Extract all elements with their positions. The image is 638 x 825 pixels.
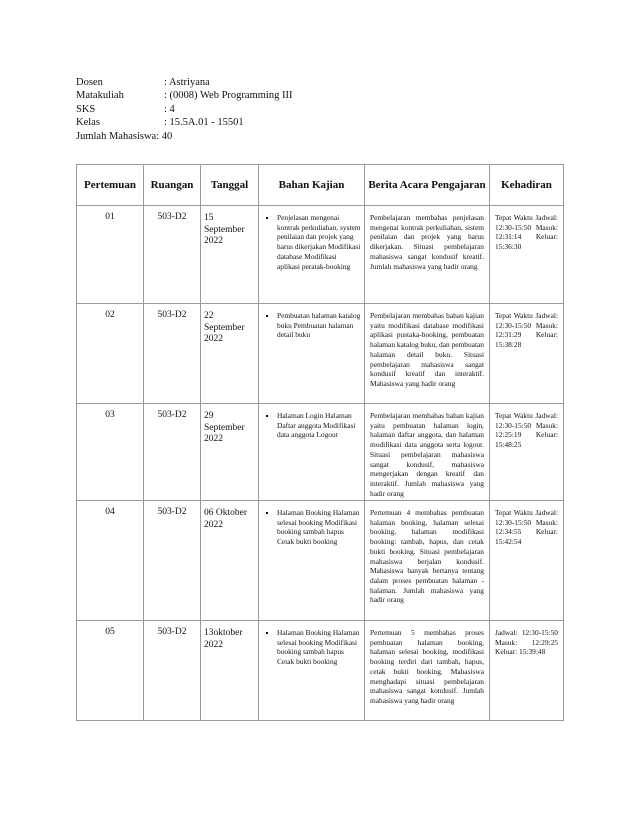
info-value: : 15.5A.01 - 15501 xyxy=(164,117,244,129)
info-label: Matakuliah xyxy=(76,90,124,102)
header-tanggal: Tanggal xyxy=(201,165,259,206)
course-info xyxy=(76,76,292,143)
cell-tanggal: 15 September 2022 xyxy=(201,206,259,304)
cell-bahan-kajian xyxy=(259,621,365,721)
cell-tanggal: 29 September 2022 xyxy=(201,404,259,501)
info-value: : Astriyana xyxy=(164,77,210,88)
info-sks xyxy=(76,103,292,116)
info-label: Dosen xyxy=(76,77,103,88)
bahan-item: ▪ Penjelasan mengenai kontrak perkuliahan, system penilaian dan projek yang harus dikerjakan Modifikasi database Modifikasi aplikasi peratak-booking xyxy=(277,213,361,271)
cell-pertemuan: 03 xyxy=(77,404,144,501)
cell-bahan-kajian xyxy=(259,206,365,304)
cell-ruangan: 503-D2 xyxy=(144,501,201,621)
info-value: : 40 xyxy=(156,130,173,142)
cell-berita-acara: Pertemuan 4 membahas pembuatan halaman booking, halaman selesai booking, halaman modifikasi booking: tambah, hapus, dan cetak bukti booking. Situasi pembelajaran mahasiswa berjalan kondusif. Mahasiswa banyak bertanya tentang dalam proses pembuatan halaman - halaman. Jumlah mahasiswa yang hadir orang xyxy=(365,501,490,621)
cell-pertemuan: 02 xyxy=(77,304,144,404)
cell-ruangan: 503-D2 xyxy=(144,404,201,501)
cell-pertemuan: 05 xyxy=(77,621,144,721)
header-pertemuan: Pertemuan xyxy=(77,165,144,206)
cell-berita-acara: Pembelajaran membahas penjelasan mengenai kontrak perkuliahan, sistem penilaian dan projek yang harus dikerjakan. Situasi pembelajaran mahasiswa sangat kondusif kreatif. Jumlah mahasiswa yang hadir orang xyxy=(365,206,490,304)
info-value: : (0008) Web Programming III xyxy=(164,90,293,102)
cell-bahan-kajian xyxy=(259,404,365,501)
cell-pertemuan: 01 xyxy=(77,206,144,304)
info-label: Jumlah Mahasiswa xyxy=(76,130,157,142)
header-kehadiran: Kehadiran xyxy=(490,165,564,206)
cell-berita-acara: Pertemuan 5 membahas proses pembuatan halaman booking, halaman selesai booking, modifikasi booking terdiri dari tambah, hapus, cetak bukti booking. Mahasiswa menghadapi situasi pembelajaran mahasiswa sangat kondusif. Jumlah mahasiswa yang hadir orang xyxy=(365,621,490,721)
bahan-item: ▪ Halaman Login Halaman Daftar anggota Modifikasi data anggota Logout xyxy=(277,411,361,440)
cell-kehadiran: Tepat Waktu Jadwal: 12:30-15:50 Masuk: 12:25:19 Keluar: 15:48:25 xyxy=(490,404,564,501)
cell-tanggal: 22 September 2022 xyxy=(201,304,259,404)
info-matakuliah xyxy=(76,89,292,102)
info-jumlah-mahasiswa xyxy=(76,130,292,143)
info-value: : 4 xyxy=(164,103,175,115)
header-ruangan: Ruangan xyxy=(144,165,201,206)
cell-berita-acara: Pembelajaran membahas bahan kajian yaitu pembuatan halaman login, halaman daftar anggota, dan halaman modifikasi data anggota serta logout. Situasi pembelajaran mahasiswa sangat kondusif, mahasiswa mengerjakan dengan kreatif dan interaktif. Jumlah mahasiswa yang hadir orang xyxy=(365,404,490,501)
info-kelas xyxy=(76,116,292,129)
table-row xyxy=(77,206,564,304)
cell-kehadiran: Tepat Waktu Jadwal: 12:30-15:50 Masuk: 12:31:29 Keluar: 15:38:28 xyxy=(490,304,564,404)
cell-pertemuan: 04 xyxy=(77,501,144,621)
cell-kehadiran: Tepat Waktu Jadwal: 12:30-15:50 Masuk: 12:34:55 Keluar: 15:42:54 xyxy=(490,501,564,621)
table-header-row xyxy=(77,165,564,206)
header-bahan-kajian: Bahan Kajian xyxy=(259,165,365,206)
cell-bahan-kajian xyxy=(259,304,365,404)
bahan-item: ▪ Halaman Booking Halaman selesai booking Modifikasi booking tambah hapus Cetak bukti booking xyxy=(277,628,361,667)
table-row xyxy=(77,404,564,501)
table-row xyxy=(77,501,564,621)
cell-ruangan: 503-D2 xyxy=(144,206,201,304)
cell-kehadiran: Tepat Waktu Jadwal: 12:30-15:50 Masuk: 12:31:14 Keluar: 15:36:30 xyxy=(490,206,564,304)
berita-acara-table xyxy=(76,164,564,721)
table-row xyxy=(77,304,564,404)
bahan-item: ▪ Halaman Booking Halaman selesai booking Modifikasi booking tambah hapus Cetak bukti booking xyxy=(277,508,361,547)
header-berita-acara: Berita Acara Pengajaran xyxy=(365,165,490,206)
info-label: SKS xyxy=(76,103,96,115)
cell-bahan-kajian xyxy=(259,501,365,621)
info-dosen xyxy=(76,76,292,89)
bahan-item: ▪ Pembuatan halaman katalog buku Pembuatan halaman detail buku xyxy=(277,311,361,340)
info-label: Kelas xyxy=(76,117,100,129)
cell-berita-acara: Pembelajaran membahas bahan kajian yaitu modifikasi database modifikasi aplikasi pustaka-booking, pembuatan halaman katalog buku, dan pembuatan halaman detail buku. Situasi pembelajaran mahasiswa sangat kondusif kreatif dan interaktif. Mahasiswa yang hadir orang xyxy=(365,304,490,404)
cell-kehadiran: Jadwal: 12:30-15:50 Masuk: 12:29:25 Keluar: 15:39:48 xyxy=(490,621,564,721)
table-row xyxy=(77,621,564,721)
cell-ruangan: 503-D2 xyxy=(144,621,201,721)
cell-ruangan: 503-D2 xyxy=(144,304,201,404)
cell-tanggal: 13oktober 2022 xyxy=(201,621,259,721)
cell-tanggal: 06 Oktober 2022 xyxy=(201,501,259,621)
